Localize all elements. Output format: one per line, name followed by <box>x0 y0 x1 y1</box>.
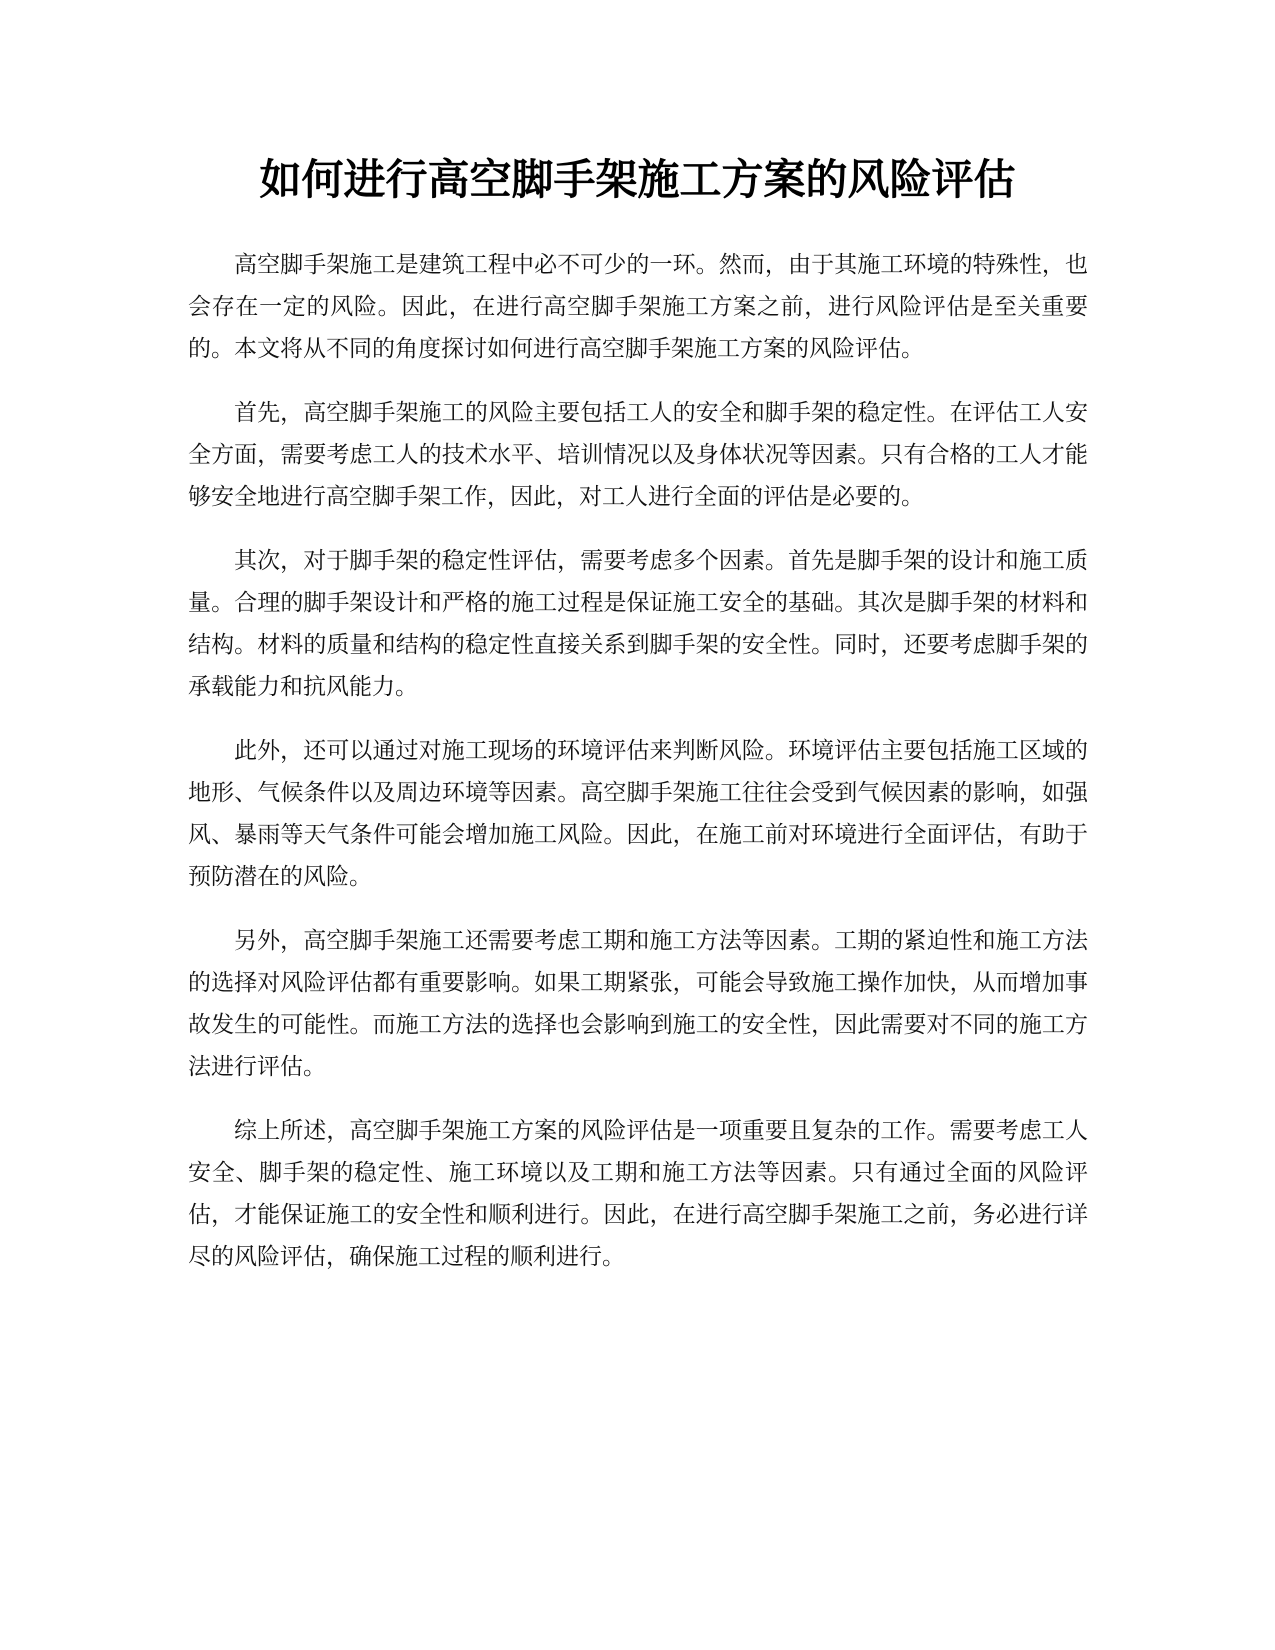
paragraph-scaffold-stability: 其次，对于脚手架的稳定性评估，需要考虑多个因素。首先是脚手架的设计和施工质量。合理的脚手架设计和严格的施工过程是保证施工安全的基础。其次是脚手架的材料和结构。材料的质量和结构的稳定性直接关系到脚手架的安全性。同时，还要考虑脚手架的承载能力和抗风能力。 <box>188 548 1088 700</box>
paragraph-worker-safety: 首先，高空脚手架施工的风险主要包括工人的安全和脚手架的稳定性。在评估工人安全方面，需要考虑工人的技术水平、培训情况以及身体状况等因素。只有合格的工人才能够安全地进行高空脚手架工作，因此，对工人进行全面的评估是必要的。 <box>188 400 1088 510</box>
document-title: 如何进行高空脚手架施工方案的风险评估 <box>259 155 1016 204</box>
document-body <box>188 244 1088 1300</box>
paragraph-schedule-method: 另外，高空脚手架施工还需要考虑工期和施工方法等因素。工期的紧迫性和施工方法的选择对风险评估都有重要影响。如果工期紧张，可能会导致施工操作加快，从而增加事故发生的可能性。而施工方法的选择也会影响到施工的安全性，因此需要对不同的施工方法进行评估。 <box>188 928 1088 1080</box>
paragraph-environment: 此外，还可以通过对施工现场的环境评估来判断风险。环境评估主要包括施工区域的地形、气候条件以及周边环境等因素。高空脚手架施工往往会受到气候因素的影响，如强风、暴雨等天气条件可能会增加施工风险。因此，在施工前对环境进行全面评估，有助于预防潜在的风险。 <box>188 738 1088 890</box>
paragraph-conclusion: 综上所述，高空脚手架施工方案的风险评估是一项重要且复杂的工作。需要考虑工人安全、脚手架的稳定性、施工环境以及工期和施工方法等因素。只有通过全面的风险评估，才能保证施工的安全性和顺利进行。因此，在进行高空脚手架施工之前，务必进行详尽的风险评估，确保施工过程的顺利进行。 <box>188 1118 1088 1270</box>
paragraph-intro: 高空脚手架施工是建筑工程中必不可少的一环。然而，由于其施工环境的特殊性，也会存在一定的风险。因此，在进行高空脚手架施工方案之前，进行风险评估是至关重要的。本文将从不同的角度探讨如何进行高空脚手架施工方案的风险评估。 <box>188 252 1088 362</box>
